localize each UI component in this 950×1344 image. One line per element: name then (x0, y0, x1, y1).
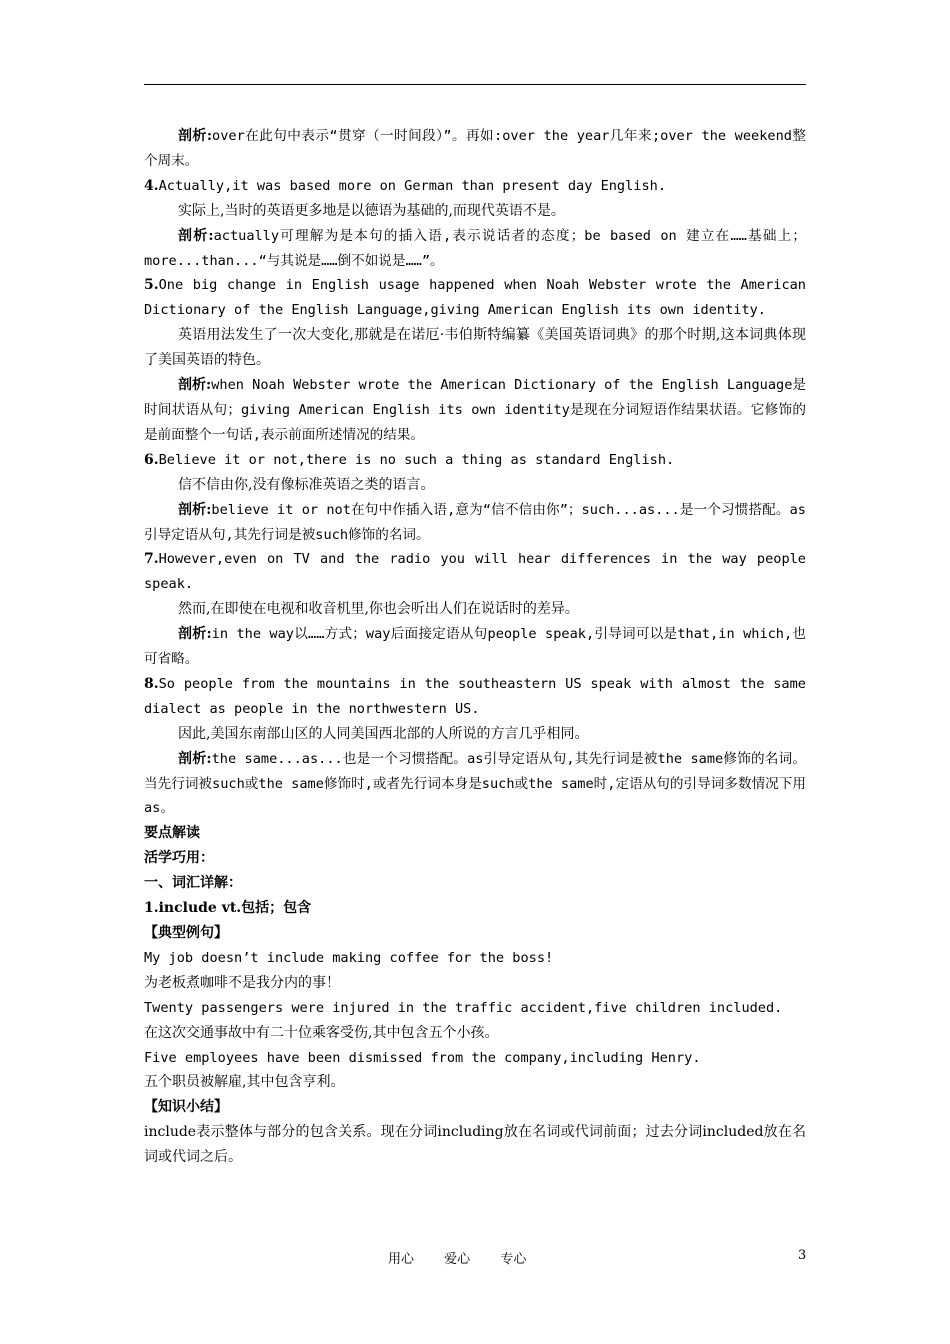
analysis-paragraph (144, 224, 806, 274)
analysis-label: 剖析: (178, 626, 212, 643)
sentence-text: However,even on TV and the radio you will hear differences in the way people speak. (144, 551, 806, 593)
analysis-text: in the way以……方式；way后面接定语从句people speak,引导词可以是that,in which,也可省略。 (144, 626, 807, 668)
footer-motto-item: 专心 (500, 1252, 527, 1267)
analysis-label: 剖析: (178, 750, 212, 767)
section-heading-vocabulary: 一、词汇详解： (144, 875, 242, 892)
example-sentence: Twenty passengers were injured in the traffic accident,five children included. (144, 999, 783, 1016)
item-number: 6. (144, 451, 159, 468)
example-sentence: My job doesn’t include making coffee for the boss! (144, 949, 554, 966)
analysis-label: 剖析: (178, 227, 214, 244)
analysis-label: 剖析: (178, 501, 212, 518)
page-footer (0, 1248, 950, 1268)
sentence-5 (144, 273, 806, 323)
sentence-6 (144, 448, 806, 473)
item-number: 4. (144, 177, 159, 194)
analysis-paragraph (144, 747, 806, 822)
footer-motto-item: 爱心 (444, 1252, 471, 1267)
translation-6: 信不信由你,没有像标准英语之类的语言。 (178, 476, 435, 493)
sentence-4 (144, 174, 806, 199)
header-rule (144, 84, 806, 85)
analysis-paragraph (144, 498, 806, 548)
analysis-paragraph (144, 373, 806, 448)
sentence-text: Believe it or not,there is no such a thing as standard English. (158, 451, 675, 468)
sentence-text: One big change in English usage happened when Noah Webster wrote the American Dictionary of the English Language,giving American English its own identity. (144, 277, 806, 319)
analysis-text: when Noah Webster wrote the American Dictionary of the English Language是时间状语从句；giving American English its own identity是现在分词短语作结果状语。它修饰的是前面整个一句话,表示前面所述情况的结果。 (144, 377, 807, 443)
subheading-examples: 【典型例句】 (144, 925, 228, 941)
analysis-text: over在此句中表示“贯穿（一时间段）”。再如:over the year几年来;over the weekend整个周末。 (144, 128, 806, 169)
analysis-text: the same...as...也是一个习惯搭配。as引导定语从句,其先行词是被the same修饰的名词。当先行词被such或the same修饰时,或者先行词本身是such或the same时,定语从句的引导词多数情况下用as。 (144, 750, 806, 817)
section-heading-key-points: 要点解读 (144, 825, 200, 842)
example-sentence: Five employees have been dismissed from the company,including Henry. (144, 1049, 701, 1066)
example-translation: 为老板煮咖啡不是我分内的事！ (144, 974, 340, 991)
analysis-text: believe it or not在句中作插入语,意为“信不信由你”；such...as...是一个习惯搭配。as引导定语从句,其先行词是被such修饰的名词。 (144, 501, 806, 543)
translation-4: 实际上,当时的英语更多地是以德语为基础的,而现代英语不是。 (178, 202, 565, 219)
footer-motto (388, 1248, 552, 1267)
sentence-text: Actually,it was based more on German than present day English. (158, 177, 667, 194)
translation-8: 因此,美国东南部山区的人同美国西北部的人所说的方言几乎相同。 (178, 725, 589, 742)
sentence-text: So people from the mountains in the southeastern US speak with almost the same dialect as people in the northwestern US. (144, 675, 806, 717)
translation-5: 英语用法发生了一次大变化,那就是在诺厄·韦伯斯特编纂《美国英语词典》的那个时期,这本词典体现了美国英语的特色。 (144, 327, 806, 369)
vocab-entry-include: 1.include vt.包括；包含 (144, 900, 312, 917)
summary-text: include表示整体与部分的包含关系。现在分词including放在名词或代词前面；过去分词included放在名词或代词之后。 (144, 1124, 806, 1166)
translation-7: 然而,在即使在电视和收音机里,你也会听出人们在说话时的差异。 (178, 601, 579, 618)
item-number: 7. (144, 551, 159, 568)
analysis-label: 剖析: (178, 377, 212, 394)
analysis-paragraph (144, 622, 806, 672)
analysis-label: 剖析: (178, 128, 213, 144)
footer-motto-item: 用心 (388, 1252, 415, 1267)
item-number: 5. (144, 277, 159, 294)
sentence-7 (144, 547, 806, 597)
example-translation: 在这次交通事故中有二十位乘客受伤,其中包含五个小孩。 (144, 1024, 499, 1041)
sentence-8 (144, 672, 806, 722)
page-number: 3 (798, 1248, 807, 1263)
subheading-summary: 【知识小结】 (144, 1099, 228, 1116)
analysis-text: actually可理解为是本句的插入语,表示说话者的态度；be based on 建立在……基础上；more...than...“与其说是……倒不如说是……”。 (144, 227, 807, 269)
analysis-paragraph (144, 124, 806, 174)
section-heading-practice: 活学巧用： (144, 850, 214, 867)
item-number: 8. (144, 675, 159, 692)
example-translation: 五个职员被解雇,其中包含亨利。 (144, 1074, 345, 1091)
document-body (144, 124, 806, 1170)
